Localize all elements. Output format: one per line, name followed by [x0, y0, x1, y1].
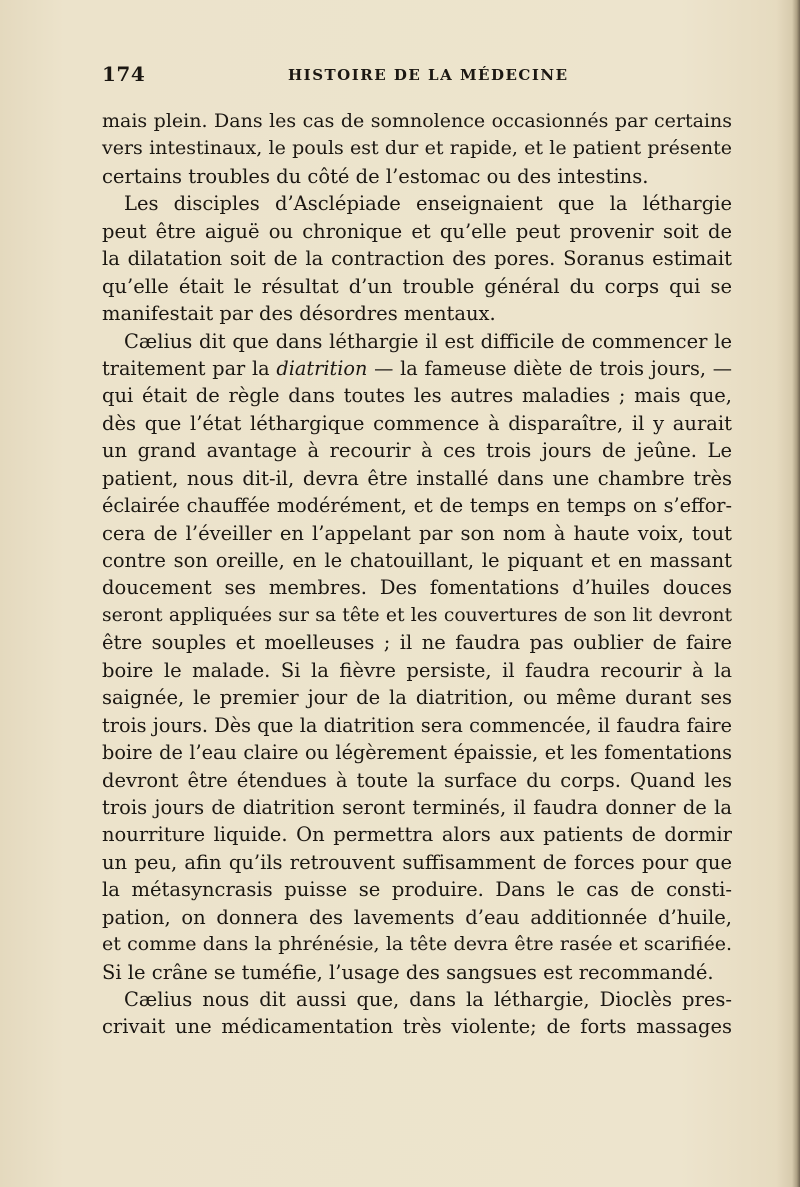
text-line: dès que l’état léthargique commence à disparaître, il y aurait	[102, 411, 732, 435]
text-line: seront appliquées sur sa tête et les couvertures de son lit devront	[102, 604, 732, 626]
page-edge-shadow	[792, 0, 800, 1187]
text-line: peut être aiguë ou chronique et qu’elle peut provenir soit de	[102, 219, 732, 243]
text-line: vers intestinaux, le pouls est dur et rapide, et le patient présente	[102, 137, 732, 160]
text-line: la métasyncrasis puisse se produire. Dans le cas de consti-	[102, 878, 732, 902]
text-line: et comme dans la phrénésie, la tête devra être rasée et scarifiée.	[102, 933, 732, 956]
text-line: trois jours. Dès que la diatrition sera commencée, il faudra faire	[102, 713, 732, 737]
text-line: la dilatation soit de la contraction des pores. Soranus estimait	[102, 247, 732, 271]
text-line: doucement ses membres. Des fomentations d’huiles douces	[102, 576, 732, 600]
text-segment: traitement par la	[102, 356, 277, 380]
text-line: qui était de règle dans toutes les autres maladies ; mais que,	[102, 384, 732, 408]
text-line: manifestait par des désordres mentaux.	[102, 302, 496, 326]
text-line: Cælius nous dit aussi que, dans la léthargie, Dioclès pres-	[124, 988, 732, 1011]
text-line: cera de l’éveiller en l’appelant par son nom à haute voix, tout	[102, 521, 732, 545]
text-line	[102, 355, 732, 382]
text-line: Cælius dit que dans léthargie il est difficile de commencer le	[124, 329, 732, 353]
text-line: devront être étendues à toute la surface du corps. Quand les	[102, 768, 732, 792]
text-line: certains troubles du côté de l’estomac ou des intestins.	[102, 164, 649, 188]
text-line: saignée, le premier jour de la diatrition, ou même durant ses	[102, 686, 732, 710]
text-line: boire le malade. Si la fièvre persiste, il faudra recourir à la	[102, 658, 732, 682]
text-line: Les disciples d’Asclépiade enseignaient que la léthargie	[124, 192, 732, 216]
running-title: HISTOIRE DE LA MÉDECINE	[288, 66, 569, 84]
italic-term: diatrition	[276, 356, 368, 380]
text-line: être souples et moelleuses ; il ne faudra pas oublier de faire	[102, 631, 732, 655]
text-line: qu’elle était le résultat d’un trouble général du corps qui se	[102, 274, 732, 298]
page-header	[102, 62, 734, 88]
page-number: 174	[102, 62, 146, 86]
text-line: un grand avantage à recourir à ces trois jours de jeûne. Le	[102, 439, 732, 463]
text-line: un peu, afin qu’ils retrouvent suffisamment de forces pour que	[102, 850, 732, 874]
text-line: contre son oreille, en le chatouillant, le piquant et en massant	[102, 549, 732, 572]
text-line: trois jours de diatrition seront terminés, il faudra donner de la	[102, 795, 732, 819]
text-segment: — la fameuse diète de trois jours, —	[367, 356, 732, 380]
text-line: Si le crâne se tuméfie, l’usage des sangsues est recommandé.	[102, 960, 714, 984]
text-line: crivait une médicamentation très violente; de forts massages	[102, 1015, 732, 1039]
text-line: boire de l’eau claire ou légèrement épaissie, et les fomentations	[102, 741, 732, 765]
text-line: nourriture liquide. On permettra alors aux patients de dormir	[102, 823, 732, 847]
text-line: patient, nous dit-il, devra être installé dans une chambre très	[102, 466, 732, 490]
text-line: mais plein. Dans les cas de somnolence occasionnés par certains	[102, 110, 732, 132]
text-line: éclairée chauffée modérément, et de temps en temps on s’effor-	[102, 494, 732, 518]
text-line: pation, on donnera des lavements d’eau additionnée d’huile,	[102, 905, 732, 929]
body-text	[102, 108, 732, 1041]
